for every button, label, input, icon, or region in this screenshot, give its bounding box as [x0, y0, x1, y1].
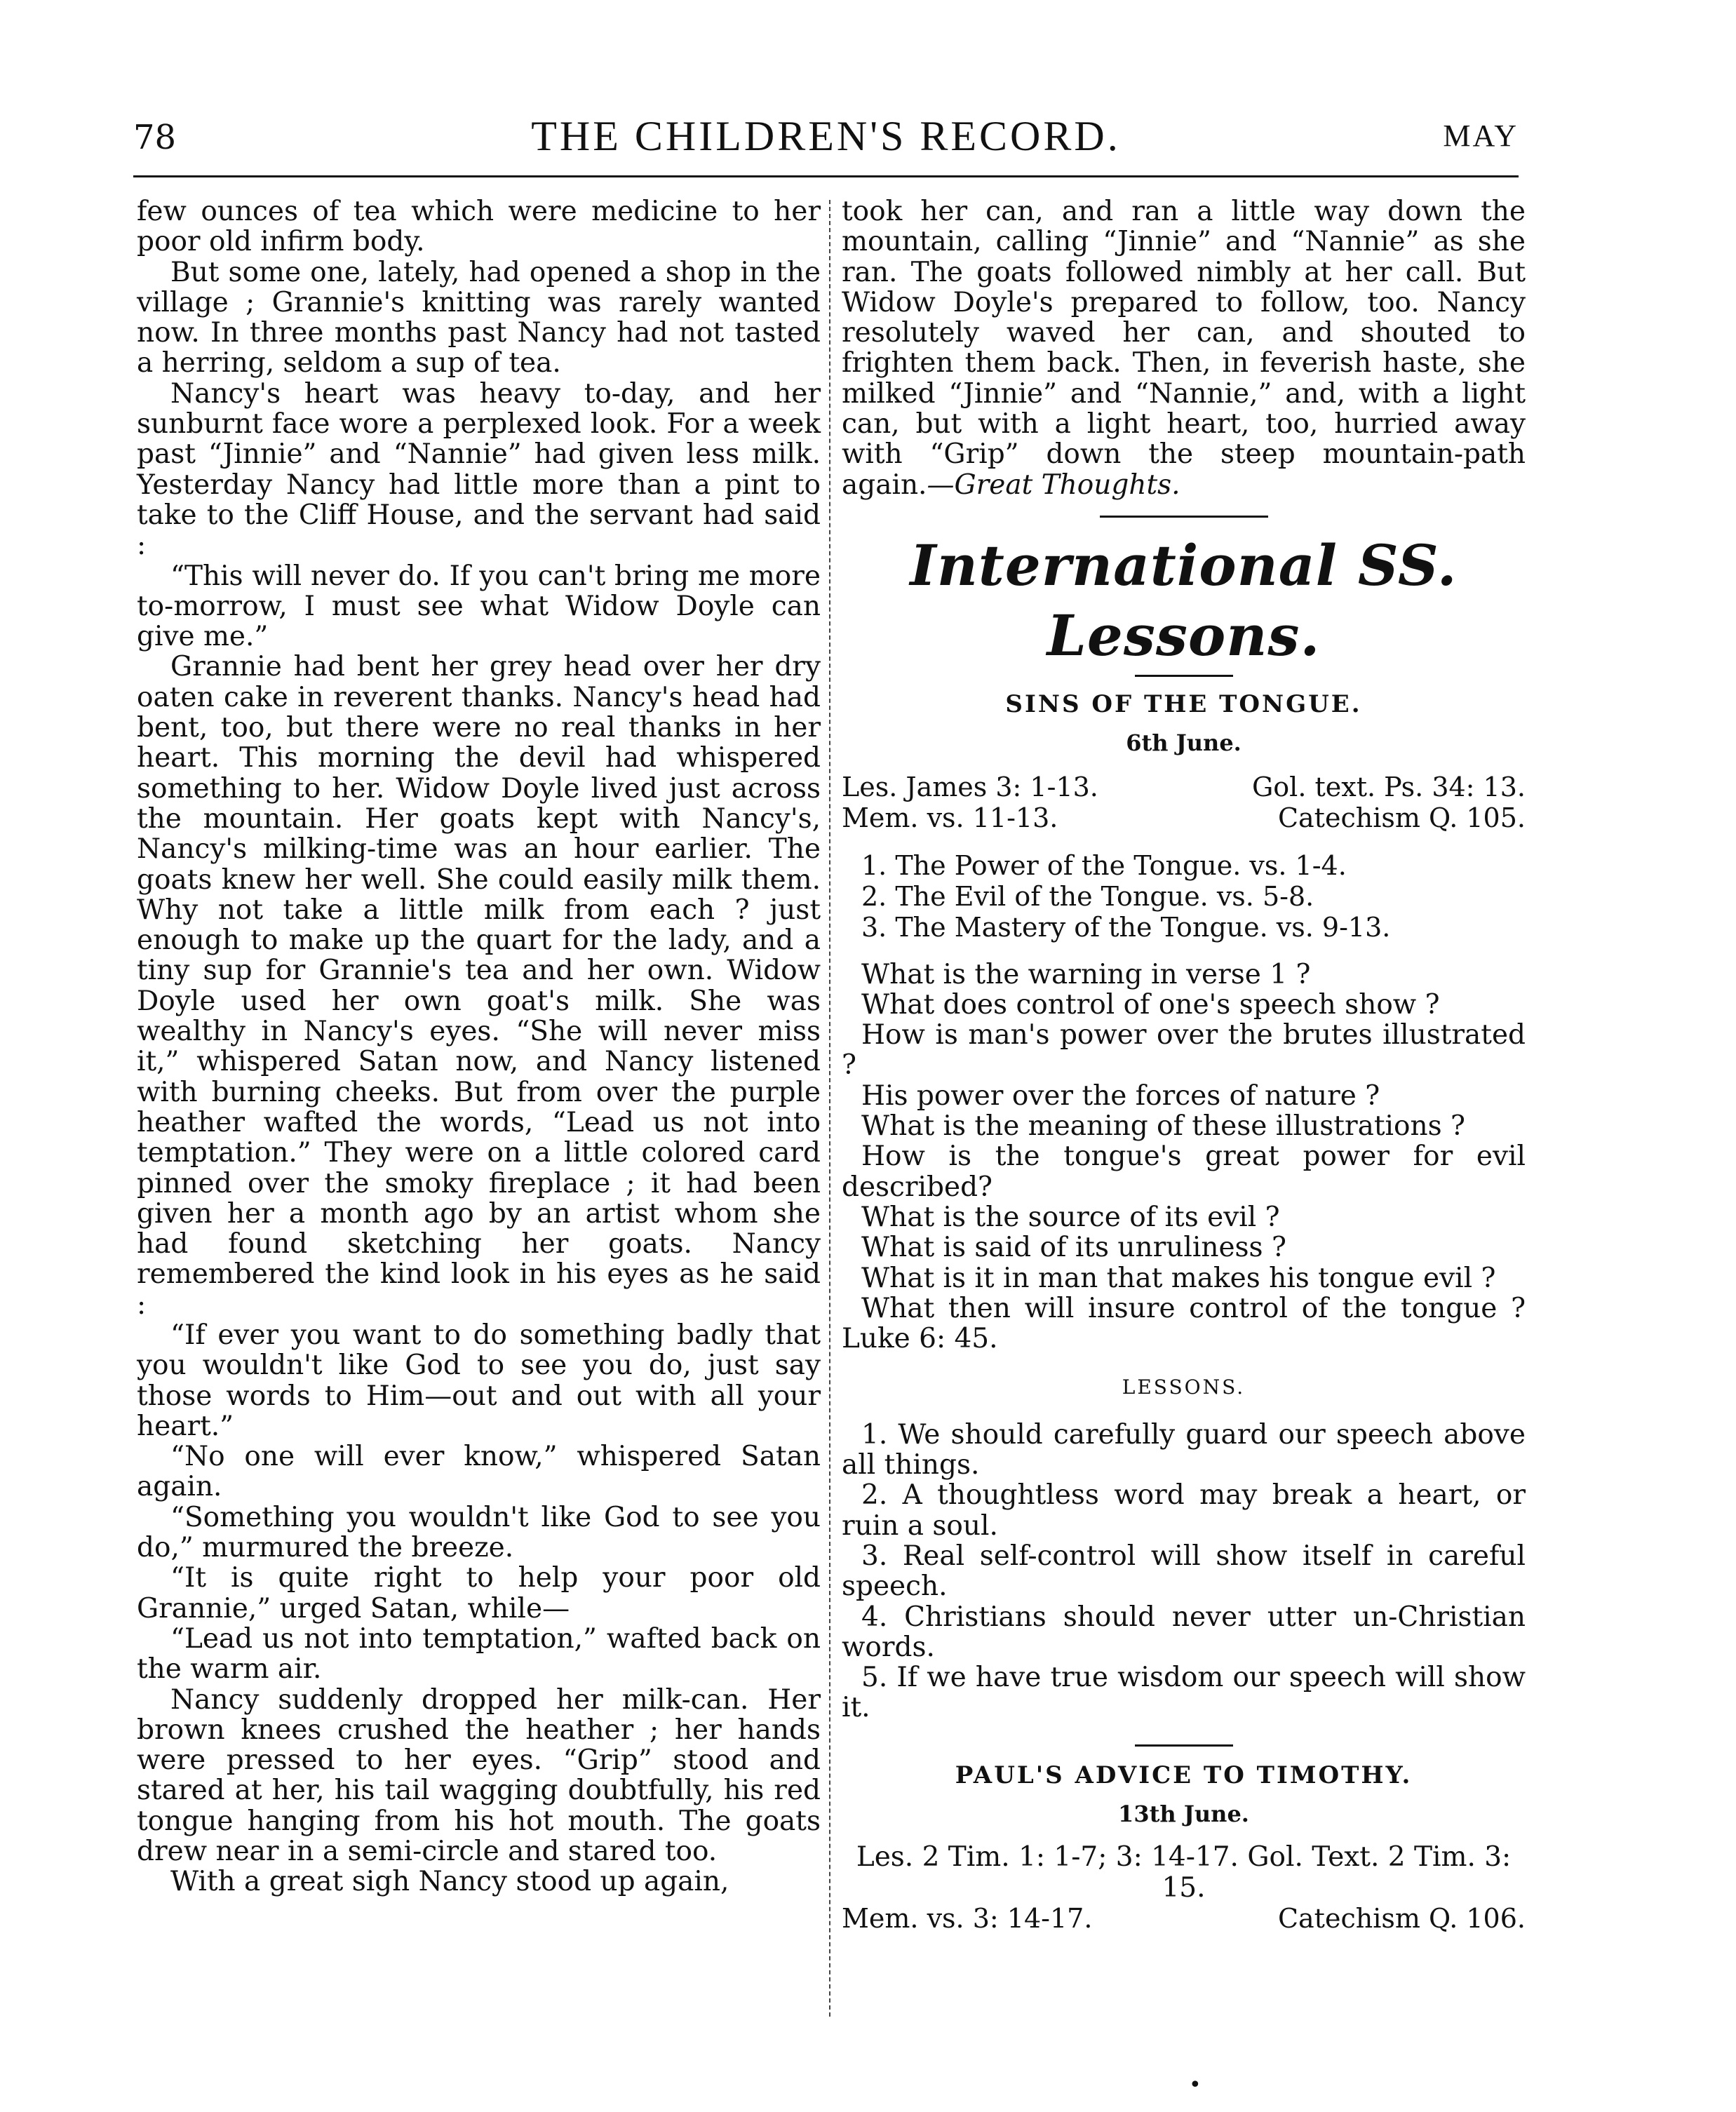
- section-divider: [1100, 516, 1268, 518]
- lesson-outline: [861, 850, 1526, 943]
- story-paragraph: “Lead us not into temptation,” wafted back on the warm air.: [137, 1622, 821, 1686]
- lesson-date: 13th June.: [1118, 1800, 1249, 1827]
- story-paragraph: “Something you wouldn't like God to see you do,” murmured the breeze.: [137, 1501, 821, 1564]
- question: What is the source of its evil ?: [861, 1201, 1280, 1233]
- lesson-reference-row: [842, 772, 1526, 802]
- catechism-question: Catechism Q. 105.: [1277, 802, 1526, 833]
- memory-verses: Mem. vs. 11-13.: [842, 802, 1058, 833]
- lesson-point: 2. A thoughtless word may break a heart, or ruin a soul.: [842, 1479, 1526, 1542]
- question: How is the tongue's great power for evil described?: [842, 1141, 1526, 1203]
- question: How is man's power over the brutes illustrated ?: [842, 1019, 1526, 1082]
- memory-verses: Mem. vs. 3: 14-17.: [842, 1902, 1093, 1934]
- section-divider: [1135, 675, 1233, 677]
- question: His power over the forces of nature ?: [861, 1079, 1380, 1112]
- left-column: [137, 196, 821, 1897]
- lesson-point: 1. We should carefully guard our speech above all things.: [842, 1418, 1526, 1481]
- lesson-questions: [842, 960, 1526, 1354]
- outline-item: 3. The Mastery of the Tongue. vs. 9-13.: [861, 911, 1391, 943]
- column-divider: [829, 200, 830, 2017]
- story-paragraph: few ounces of tea which were medicine to her poor old infirm body.: [137, 196, 821, 258]
- question: What does control of one's speech show ?: [861, 988, 1440, 1021]
- question: What is it in man that makes his tongue evil ?: [861, 1262, 1496, 1294]
- story-paragraph: Nancy suddenly dropped her milk-can. Her brown knees crushed the heather ; her hands were pressed to her eyes. “Grip” stood and stared at her, his tail wagging doubtfully, his red tongue hanging from his hot mouth. The goats drew near in a semi-circle and stared too.: [137, 1683, 821, 1868]
- story-paragraph: “No one will ever know,” whispered Satan again.: [137, 1441, 821, 1503]
- story-paragraph: “This will never do. If you can't bring me more to-morrow, I must see what Widow Doyle can give me.”: [137, 560, 821, 653]
- footer-mark: •: [1189, 2073, 1202, 2097]
- section-title: International SS. Lessons.: [910, 532, 1458, 668]
- question: What is said of its unruliness ?: [861, 1232, 1286, 1264]
- question: What is the warning in verse 1 ?: [861, 958, 1311, 990]
- story-paragraph: Nancy's heart was heavy to-day, and her sunburnt face wore a perplexed look. For a week past “Jinnie” and “Nannie” had given less milk. Yesterday Nancy had little more than a pint to take to the Cliff House, and the servant had said :: [137, 377, 821, 562]
- story-ending: took her can, and ran a little way down the mountain, calling “Jinnie” and “Nannie” as she ran. The goats followed nimbly at her call. But Widow Doyle's prepared to follow, too. Nancy resolutely waved her can, and shouted to frighten them back. Then, in feverish haste, she milked “Jinnie” and “Nannie,” and, with a light can, but with a light heart, too, hurried away with “Grip” down the steep mountain-path again.: [842, 196, 1526, 501]
- lesson-reference-row: [842, 1903, 1526, 1934]
- story-paragraph: [842, 196, 1526, 500]
- catechism-question: Catechism Q. 106.: [1277, 1902, 1526, 1934]
- story-paragraph: “If ever you want to do something badly that you wouldn't like God to see you do, just say those words to Him—out and out with all your heart.”: [137, 1319, 821, 1442]
- outline-item: 1. The Power of the Tongue. vs. 1-4.: [861, 849, 1347, 881]
- lesson-passage: Les. James 3: 1-13.: [842, 771, 1098, 802]
- lesson-reference-row: [842, 802, 1526, 833]
- story-paragraph: But some one, lately, had opened a shop in the village ; Grannie's knitting was rarely wanted now. In three months past Nancy had not tasted a herring, seldom a sup of tea.: [137, 256, 821, 379]
- header-rule: [133, 175, 1519, 177]
- lesson-passage: Les. 2 Tim. 1: 1-7; 3: 14-17. Gol. Text. 2 Tim. 3: 15.: [856, 1841, 1512, 1904]
- section-divider: [1135, 1744, 1233, 1747]
- right-column: [842, 196, 1526, 1934]
- journal-title: THE CHILDREN'S RECORD.: [531, 113, 1121, 159]
- lesson-point: 4. Christians should never utter un-Christian words.: [842, 1601, 1526, 1663]
- story-paragraph: Grannie had bent her grey head over her dry oaten cake in reverent thanks. Nancy's head had bent, too, but there were no real thanks in her heart. This morning the devil had whispered something to her. Widow Doyle lived just across the mountain. Her goats kept with Nancy's, Nancy's milking-time was an hour earlier. The goats knew her well. She could easily milk them. Why not take a little milk from each ? just enough to make up the quart for the lady, and a tiny sup for Grannie's tea and her own. Widow Doyle used her own goat's milk. She was wealthy in Nancy's eyes. “She will never miss it,” whispered Satan now, and Nancy listened with burning cheeks. But from over the purple heather wafted the words, “Lead us not into temptation.” They were on a little colored card pinned over the smoky fireplace ; it had been given her a month ago by an artist whom she had found sketching her goats. Nancy remembered the kind look in his eyes as he said :: [137, 651, 821, 1321]
- lesson-title: SINS OF THE TONGUE.: [1005, 690, 1362, 718]
- outline-item: 2. The Evil of the Tongue. vs. 5-8.: [861, 880, 1314, 912]
- story-paragraph: With a great sigh Nancy stood up again,: [170, 1866, 729, 1898]
- lesson-title: PAUL'S ADVICE TO TIMOTHY.: [955, 1761, 1413, 1789]
- question: What then will insure control of the tongue ? Luke 6: 45.: [842, 1292, 1526, 1355]
- lessons-heading: LESSONS.: [1122, 1376, 1246, 1399]
- issue-month: MAY: [1443, 119, 1519, 153]
- story-attribution: —Great Thoughts.: [927, 469, 1180, 501]
- page-header: [133, 112, 1519, 175]
- page-number: 78: [133, 118, 177, 157]
- story-paragraph: “It is quite right to help your poor old Grannie,” urged Satan, while—: [137, 1562, 821, 1625]
- lesson-points: [842, 1420, 1526, 1723]
- golden-text: Gol. text. Ps. 34: 13.: [1251, 771, 1526, 802]
- lesson-point: 3. Real self-control will show itself in careful speech.: [842, 1540, 1526, 1603]
- lesson-point: 5. If we have true wisdom our speech will show it.: [842, 1662, 1526, 1724]
- question: What is the meaning of these illustrations ?: [861, 1110, 1465, 1143]
- lesson-date: 6th June.: [1126, 729, 1242, 757]
